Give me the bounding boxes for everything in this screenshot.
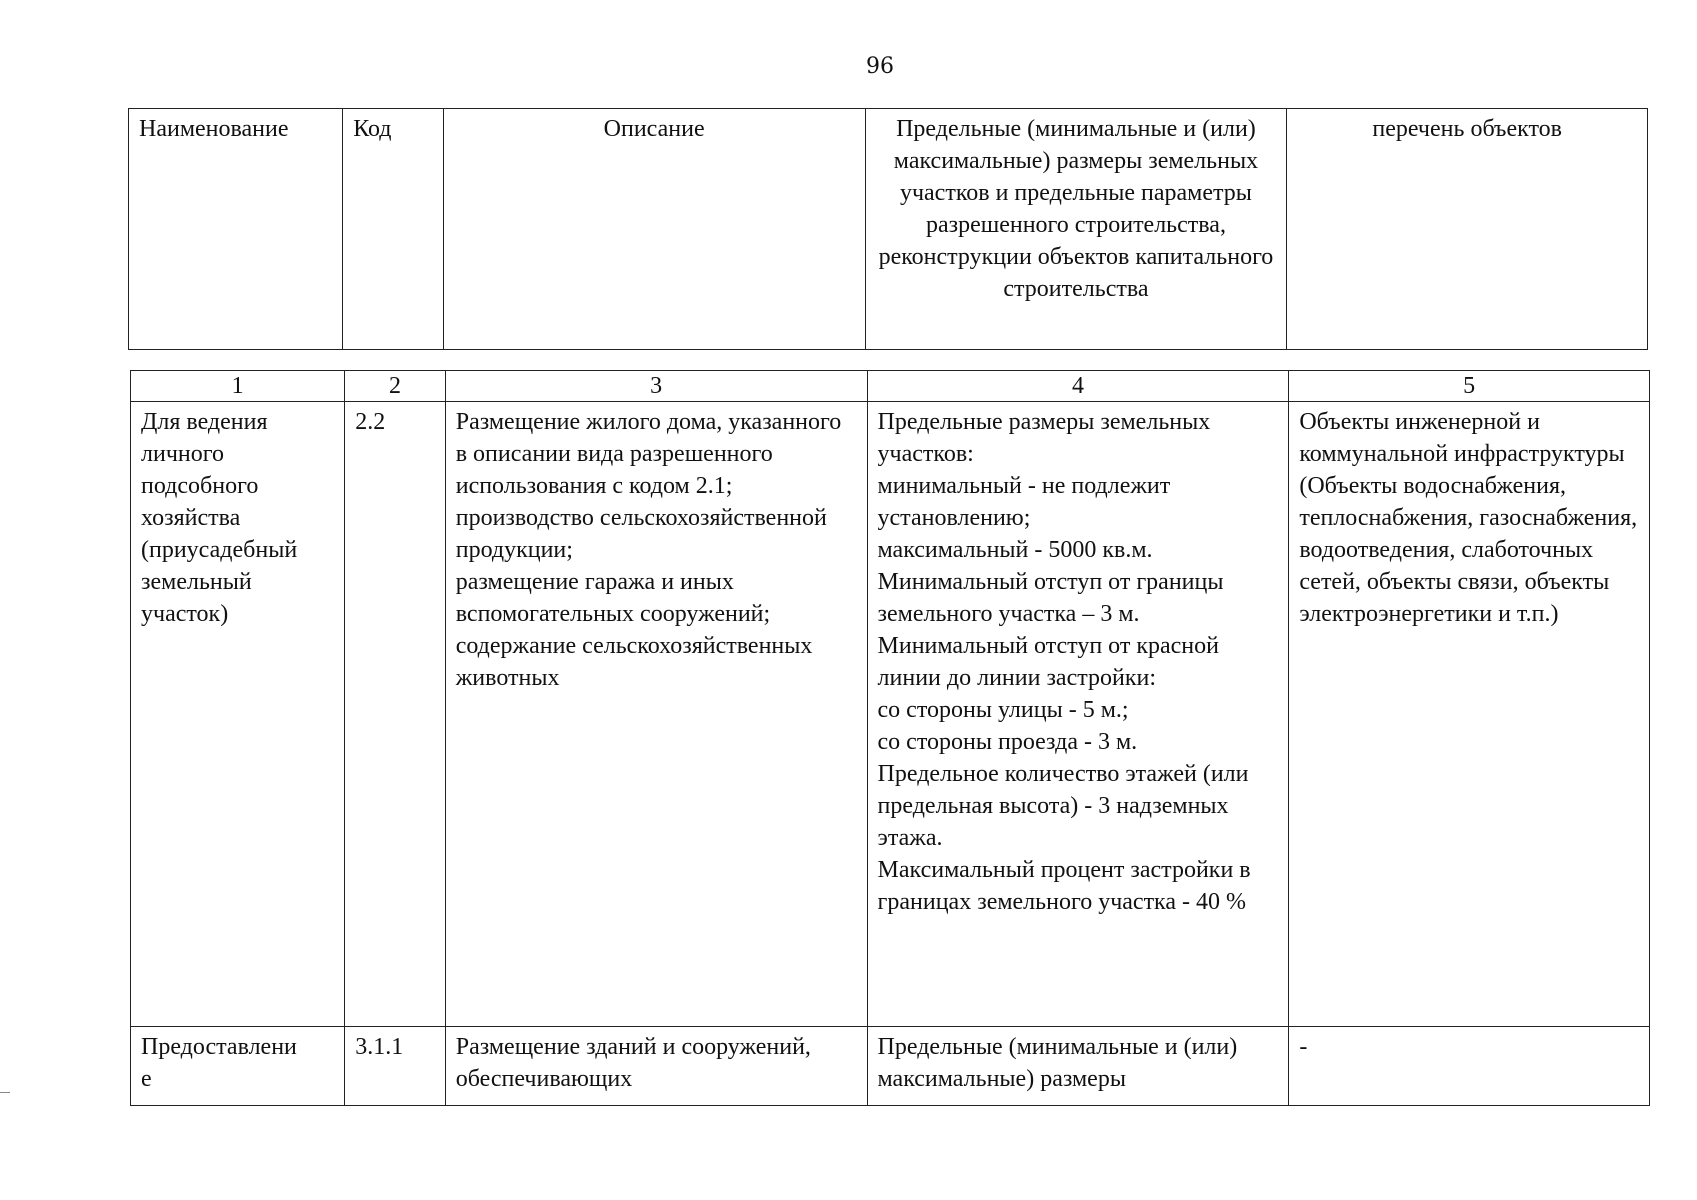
column-numbers-row bbox=[131, 371, 1650, 402]
cell-description: Размещение зданий и сооружений, обеспечивающих bbox=[445, 1027, 867, 1106]
table-header bbox=[128, 108, 1648, 350]
column-number: 3 bbox=[445, 371, 867, 402]
table-row bbox=[131, 402, 1650, 1027]
column-number: 1 bbox=[131, 371, 345, 402]
page-number: 96 bbox=[866, 54, 894, 79]
column-number: 5 bbox=[1289, 371, 1650, 402]
cell-description: Размещение жилого дома, указанного в описании вида разрешенного использования с кодом 2.1; производство сельскохозяйственной продукции; размещение гаража и иных вспомогательных сооружений; содержание сельскохозяйственных животных bbox=[445, 402, 867, 1027]
cell-limits: Предельные размеры земельных участков: минимальный - не подлежит установлению; максимальный - 5000 кв.м. Минимальный отступ от границы земельного участка – 3 м. Минимальный отступ от красной линии до линии застройки: со стороны улицы - 5 м.; со стороны проезда - 3 м. Предельное количество этажей (или предельная высота) - 3 надземных этажа. Максимальный процент застройки в границах земельного участка - 40 % bbox=[867, 402, 1289, 1027]
column-number: 4 bbox=[867, 371, 1289, 402]
table-body bbox=[130, 370, 1650, 1106]
table-row bbox=[131, 1027, 1650, 1106]
header-description: Описание bbox=[443, 109, 865, 350]
header-limits: Предельные (минимальные и (или) максимальные) размеры земельных участков и предельные параметры разрешенного строительства, реконструкции объектов капитального строительства bbox=[865, 109, 1287, 350]
column-number: 2 bbox=[345, 371, 446, 402]
header-objects: перечень объектов bbox=[1287, 109, 1648, 350]
header-code: Код bbox=[343, 109, 444, 350]
cell-name: Для ведения личного подсобного хозяйства (приусадебный земельный участок) bbox=[131, 402, 345, 1027]
header-row bbox=[129, 109, 1648, 350]
cell-code: 2.2 bbox=[345, 402, 446, 1027]
cell-limits: Предельные (минимальные и (или) максимальные) размеры bbox=[867, 1027, 1289, 1106]
cell-name: Предоставлени е bbox=[131, 1027, 345, 1106]
margin-mark bbox=[0, 1092, 10, 1093]
header-name: Наименование bbox=[129, 109, 343, 350]
cell-objects: Объекты инженерной и коммунальной инфраструктуры (Объекты водоснабжения, теплоснабжения, газоснабжения, водоотведения, слаботочных сетей, объекты связи, объекты электроэнергетики и т.п.) bbox=[1289, 402, 1650, 1027]
cell-objects: - bbox=[1289, 1027, 1650, 1106]
cell-code: 3.1.1 bbox=[345, 1027, 446, 1106]
